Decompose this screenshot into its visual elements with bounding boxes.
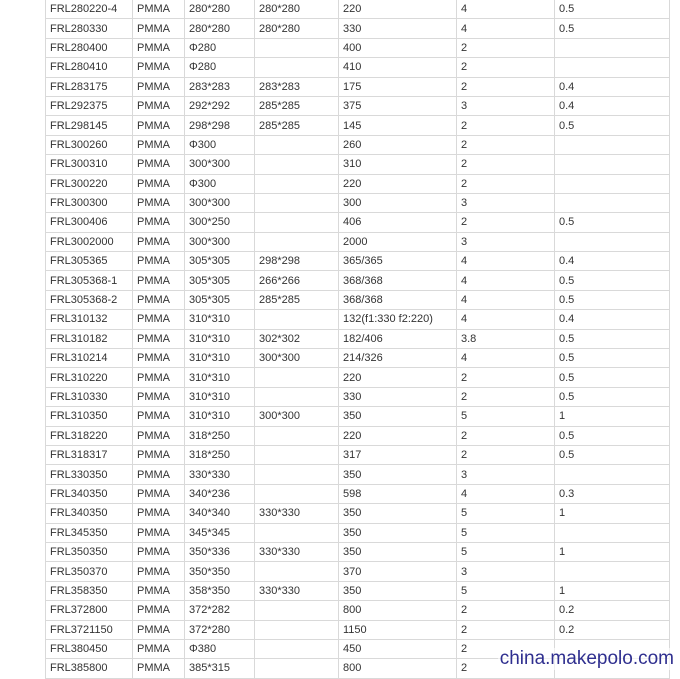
table-row <box>46 252 670 271</box>
focal-length-cell: 406 <box>339 213 457 232</box>
table-row <box>46 484 670 503</box>
model-cell: FRL330350 <box>46 465 133 484</box>
size-cell: 372*280 <box>185 620 255 639</box>
material-cell: PMMA <box>133 0 185 19</box>
table-row <box>46 310 670 329</box>
pitch-cell <box>555 58 670 77</box>
effective-size-cell: 280*280 <box>255 0 339 19</box>
effective-size-cell: 330*330 <box>255 542 339 561</box>
effective-size-cell <box>255 523 339 542</box>
model-cell: FRL358350 <box>46 581 133 600</box>
material-cell: PMMA <box>133 193 185 212</box>
table-row <box>46 77 670 96</box>
material-cell: PMMA <box>133 38 185 57</box>
focal-length-cell: 182/406 <box>339 329 457 348</box>
model-cell: FRL292375 <box>46 96 133 115</box>
model-cell: FRL300220 <box>46 174 133 193</box>
pitch-cell: 1 <box>555 504 670 523</box>
thickness-cell: 2 <box>457 77 555 96</box>
size-cell: 358*350 <box>185 581 255 600</box>
model-cell: FRL345350 <box>46 523 133 542</box>
table-row <box>46 329 670 348</box>
material-cell: PMMA <box>133 174 185 193</box>
size-cell: 300*300 <box>185 232 255 251</box>
model-cell: FRL340350 <box>46 504 133 523</box>
material-cell: PMMA <box>133 407 185 426</box>
size-cell: 385*315 <box>185 659 255 678</box>
thickness-cell: 3.8 <box>457 329 555 348</box>
thickness-cell: 2 <box>457 368 555 387</box>
effective-size-cell <box>255 387 339 406</box>
pitch-cell: 0.5 <box>555 271 670 290</box>
model-cell: FRL300406 <box>46 213 133 232</box>
pitch-cell <box>555 523 670 542</box>
thickness-cell: 5 <box>457 407 555 426</box>
material-cell: PMMA <box>133 96 185 115</box>
pitch-cell: 0.5 <box>555 19 670 38</box>
effective-size-cell <box>255 193 339 212</box>
material-cell: PMMA <box>133 465 185 484</box>
material-cell: PMMA <box>133 445 185 464</box>
model-cell: FRL300310 <box>46 155 133 174</box>
material-cell: PMMA <box>133 271 185 290</box>
focal-length-cell: 375 <box>339 96 457 115</box>
focal-length-cell: 350 <box>339 581 457 600</box>
model-cell: FRL300260 <box>46 135 133 154</box>
material-cell: PMMA <box>133 542 185 561</box>
size-cell: 310*310 <box>185 387 255 406</box>
size-cell: 310*310 <box>185 349 255 368</box>
pitch-cell <box>555 465 670 484</box>
material-cell: PMMA <box>133 155 185 174</box>
table-row <box>46 523 670 542</box>
model-cell: FRL3721150 <box>46 620 133 639</box>
pitch-cell: 0.5 <box>555 290 670 309</box>
pitch-cell: 1 <box>555 407 670 426</box>
thickness-cell: 4 <box>457 0 555 19</box>
table-row <box>46 58 670 77</box>
effective-size-cell: 266*266 <box>255 271 339 290</box>
thickness-cell: 2 <box>457 620 555 639</box>
model-cell: FRL310220 <box>46 368 133 387</box>
table-row <box>46 19 670 38</box>
thickness-cell: 3 <box>457 465 555 484</box>
material-cell: PMMA <box>133 232 185 251</box>
pitch-cell: 0.3 <box>555 484 670 503</box>
model-cell: FRL350350 <box>46 542 133 561</box>
thickness-cell: 2 <box>457 426 555 445</box>
size-cell: 300*300 <box>185 193 255 212</box>
model-cell: FRL305368-1 <box>46 271 133 290</box>
thickness-cell: 3 <box>457 232 555 251</box>
size-cell: 305*305 <box>185 290 255 309</box>
focal-length-cell: 350 <box>339 504 457 523</box>
model-cell: FRL350370 <box>46 562 133 581</box>
effective-size-cell <box>255 426 339 445</box>
focal-length-cell: 175 <box>339 77 457 96</box>
material-cell: PMMA <box>133 58 185 77</box>
table-row <box>46 504 670 523</box>
table-row <box>46 271 670 290</box>
site-watermark: china.makepolo.com <box>499 648 674 669</box>
material-cell: PMMA <box>133 484 185 503</box>
focal-length-cell: 310 <box>339 155 457 174</box>
thickness-cell: 2 <box>457 174 555 193</box>
size-cell: 292*292 <box>185 96 255 115</box>
thickness-cell: 2 <box>457 387 555 406</box>
size-cell: 345*345 <box>185 523 255 542</box>
table-row <box>46 349 670 368</box>
product-spec-table-container <box>45 0 669 679</box>
effective-size-cell <box>255 368 339 387</box>
size-cell: 280*280 <box>185 0 255 19</box>
model-cell: FRL280330 <box>46 19 133 38</box>
focal-length-cell: 220 <box>339 0 457 19</box>
model-cell: FRL298145 <box>46 116 133 135</box>
size-cell: 310*310 <box>185 329 255 348</box>
material-cell: PMMA <box>133 77 185 96</box>
table-row <box>46 465 670 484</box>
pitch-cell: 0.5 <box>555 329 670 348</box>
thickness-cell: 5 <box>457 523 555 542</box>
size-cell: 340*340 <box>185 504 255 523</box>
table-row <box>46 193 670 212</box>
effective-size-cell <box>255 310 339 329</box>
thickness-cell: 2 <box>457 213 555 232</box>
focal-length-cell: 800 <box>339 601 457 620</box>
effective-size-cell <box>255 562 339 581</box>
effective-size-cell: 302*302 <box>255 329 339 348</box>
focal-length-cell: 370 <box>339 562 457 581</box>
size-cell: 300*250 <box>185 213 255 232</box>
model-cell: FRL318317 <box>46 445 133 464</box>
pitch-cell: 0.4 <box>555 252 670 271</box>
table-row <box>46 426 670 445</box>
size-cell: 330*330 <box>185 465 255 484</box>
focal-length-cell: 368/368 <box>339 271 457 290</box>
effective-size-cell <box>255 58 339 77</box>
thickness-cell: 2 <box>457 601 555 620</box>
pitch-cell <box>555 135 670 154</box>
thickness-cell: 4 <box>457 252 555 271</box>
material-cell: PMMA <box>133 329 185 348</box>
pitch-cell <box>555 38 670 57</box>
pitch-cell: 0.5 <box>555 116 670 135</box>
model-cell: FRL280410 <box>46 58 133 77</box>
focal-length-cell: 410 <box>339 58 457 77</box>
thickness-cell: 4 <box>457 484 555 503</box>
model-cell: FRL310132 <box>46 310 133 329</box>
size-cell: Φ380 <box>185 639 255 658</box>
focal-length-cell: 450 <box>339 639 457 658</box>
focal-length-cell: 300 <box>339 193 457 212</box>
effective-size-cell <box>255 620 339 639</box>
thickness-cell: 2 <box>457 38 555 57</box>
focal-length-cell: 145 <box>339 116 457 135</box>
model-cell: FRL310330 <box>46 387 133 406</box>
model-cell: FRL340350 <box>46 484 133 503</box>
effective-size-cell: 283*283 <box>255 77 339 96</box>
thickness-cell: 4 <box>457 19 555 38</box>
thickness-cell: 2 <box>457 639 555 658</box>
pitch-cell <box>555 174 670 193</box>
thickness-cell: 2 <box>457 445 555 464</box>
effective-size-cell: 285*285 <box>255 96 339 115</box>
thickness-cell: 3 <box>457 193 555 212</box>
thickness-cell: 5 <box>457 581 555 600</box>
focal-length-cell: 800 <box>339 659 457 678</box>
effective-size-cell: 330*330 <box>255 581 339 600</box>
material-cell: PMMA <box>133 601 185 620</box>
table-row <box>46 38 670 57</box>
table-row <box>46 232 670 251</box>
table-body <box>46 0 670 678</box>
size-cell: Φ280 <box>185 58 255 77</box>
material-cell: PMMA <box>133 523 185 542</box>
size-cell: 298*298 <box>185 116 255 135</box>
pitch-cell: 0.5 <box>555 445 670 464</box>
material-cell: PMMA <box>133 290 185 309</box>
focal-length-cell: 400 <box>339 38 457 57</box>
effective-size-cell <box>255 659 339 678</box>
size-cell: 340*236 <box>185 484 255 503</box>
thickness-cell: 4 <box>457 290 555 309</box>
size-cell: Φ300 <box>185 135 255 154</box>
material-cell: PMMA <box>133 116 185 135</box>
focal-length-cell: 317 <box>339 445 457 464</box>
focal-length-cell: 132(f1:330 f2:220) <box>339 310 457 329</box>
focal-length-cell: 330 <box>339 19 457 38</box>
material-cell: PMMA <box>133 368 185 387</box>
material-cell: PMMA <box>133 426 185 445</box>
material-cell: PMMA <box>133 135 185 154</box>
effective-size-cell: 300*300 <box>255 349 339 368</box>
size-cell: 280*280 <box>185 19 255 38</box>
material-cell: PMMA <box>133 581 185 600</box>
effective-size-cell <box>255 601 339 620</box>
table-row <box>46 96 670 115</box>
model-cell: FRL310350 <box>46 407 133 426</box>
pitch-cell: 0.5 <box>555 213 670 232</box>
size-cell: 318*250 <box>185 426 255 445</box>
table-row <box>46 135 670 154</box>
thickness-cell: 4 <box>457 310 555 329</box>
focal-length-cell: 350 <box>339 407 457 426</box>
effective-size-cell <box>255 38 339 57</box>
material-cell: PMMA <box>133 252 185 271</box>
focal-length-cell: 260 <box>339 135 457 154</box>
table-row <box>46 116 670 135</box>
effective-size-cell: 298*298 <box>255 252 339 271</box>
size-cell: 350*350 <box>185 562 255 581</box>
material-cell: PMMA <box>133 562 185 581</box>
effective-size-cell: 285*285 <box>255 116 339 135</box>
model-cell: FRL380450 <box>46 639 133 658</box>
material-cell: PMMA <box>133 504 185 523</box>
pitch-cell <box>555 155 670 174</box>
focal-length-cell: 350 <box>339 523 457 542</box>
effective-size-cell <box>255 174 339 193</box>
effective-size-cell <box>255 155 339 174</box>
table-row <box>46 601 670 620</box>
effective-size-cell <box>255 213 339 232</box>
thickness-cell: 2 <box>457 58 555 77</box>
material-cell: PMMA <box>133 387 185 406</box>
thickness-cell: 4 <box>457 271 555 290</box>
table-row <box>46 155 670 174</box>
material-cell: PMMA <box>133 19 185 38</box>
focal-length-cell: 365/365 <box>339 252 457 271</box>
effective-size-cell <box>255 639 339 658</box>
pitch-cell: 0.5 <box>555 368 670 387</box>
focal-length-cell: 350 <box>339 465 457 484</box>
thickness-cell: 3 <box>457 96 555 115</box>
thickness-cell: 5 <box>457 504 555 523</box>
material-cell: PMMA <box>133 310 185 329</box>
thickness-cell: 3 <box>457 562 555 581</box>
thickness-cell: 2 <box>457 135 555 154</box>
thickness-cell: 2 <box>457 155 555 174</box>
effective-size-cell <box>255 484 339 503</box>
material-cell: PMMA <box>133 639 185 658</box>
table-row <box>46 213 670 232</box>
model-cell: FRL310214 <box>46 349 133 368</box>
pitch-cell: 0.5 <box>555 387 670 406</box>
focal-length-cell: 1150 <box>339 620 457 639</box>
table-row <box>46 290 670 309</box>
pitch-cell <box>555 193 670 212</box>
focal-length-cell: 598 <box>339 484 457 503</box>
size-cell: 310*310 <box>185 310 255 329</box>
size-cell: 350*336 <box>185 542 255 561</box>
size-cell: 300*300 <box>185 155 255 174</box>
table-row <box>46 581 670 600</box>
model-cell: FRL385800 <box>46 659 133 678</box>
pitch-cell: 0.5 <box>555 349 670 368</box>
pitch-cell <box>555 562 670 581</box>
table-row <box>46 387 670 406</box>
model-cell: FRL318220 <box>46 426 133 445</box>
size-cell: Φ280 <box>185 38 255 57</box>
model-cell: FRL305368-2 <box>46 290 133 309</box>
focal-length-cell: 220 <box>339 174 457 193</box>
focal-length-cell: 2000 <box>339 232 457 251</box>
table-row <box>46 445 670 464</box>
model-cell: FRL280220-4 <box>46 0 133 19</box>
table-row <box>46 562 670 581</box>
focal-length-cell: 350 <box>339 542 457 561</box>
effective-size-cell <box>255 232 339 251</box>
table-row <box>46 368 670 387</box>
model-cell: FRL310182 <box>46 329 133 348</box>
pitch-cell: 1 <box>555 542 670 561</box>
table-row <box>46 620 670 639</box>
model-cell: FRL3002000 <box>46 232 133 251</box>
size-cell: 310*310 <box>185 407 255 426</box>
effective-size-cell: 300*300 <box>255 407 339 426</box>
size-cell: 318*250 <box>185 445 255 464</box>
material-cell: PMMA <box>133 659 185 678</box>
material-cell: PMMA <box>133 213 185 232</box>
pitch-cell: 0.2 <box>555 601 670 620</box>
focal-length-cell: 214/326 <box>339 349 457 368</box>
model-cell: FRL283175 <box>46 77 133 96</box>
product-spec-table <box>45 0 670 679</box>
size-cell: 283*283 <box>185 77 255 96</box>
effective-size-cell <box>255 135 339 154</box>
effective-size-cell <box>255 445 339 464</box>
thickness-cell: 4 <box>457 349 555 368</box>
pitch-cell <box>555 232 670 251</box>
size-cell: 372*282 <box>185 601 255 620</box>
thickness-cell: 2 <box>457 116 555 135</box>
material-cell: PMMA <box>133 349 185 368</box>
table-row <box>46 0 670 19</box>
table-row <box>46 407 670 426</box>
focal-length-cell: 220 <box>339 368 457 387</box>
pitch-cell: 0.4 <box>555 310 670 329</box>
focal-length-cell: 330 <box>339 387 457 406</box>
pitch-cell: 0.2 <box>555 620 670 639</box>
thickness-cell: 5 <box>457 542 555 561</box>
size-cell: 305*305 <box>185 271 255 290</box>
effective-size-cell <box>255 465 339 484</box>
size-cell: Φ300 <box>185 174 255 193</box>
effective-size-cell: 285*285 <box>255 290 339 309</box>
table-row <box>46 542 670 561</box>
pitch-cell: 1 <box>555 581 670 600</box>
model-cell: FRL305365 <box>46 252 133 271</box>
effective-size-cell: 330*330 <box>255 504 339 523</box>
model-cell: FRL300300 <box>46 193 133 212</box>
size-cell: 310*310 <box>185 368 255 387</box>
material-cell: PMMA <box>133 620 185 639</box>
pitch-cell: 0.4 <box>555 77 670 96</box>
focal-length-cell: 220 <box>339 426 457 445</box>
pitch-cell: 0.4 <box>555 96 670 115</box>
thickness-cell: 2 <box>457 659 555 678</box>
pitch-cell: 0.5 <box>555 426 670 445</box>
pitch-cell: 0.5 <box>555 0 670 19</box>
model-cell: FRL280400 <box>46 38 133 57</box>
size-cell: 305*305 <box>185 252 255 271</box>
table-row <box>46 174 670 193</box>
focal-length-cell: 368/368 <box>339 290 457 309</box>
effective-size-cell: 280*280 <box>255 19 339 38</box>
model-cell: FRL372800 <box>46 601 133 620</box>
